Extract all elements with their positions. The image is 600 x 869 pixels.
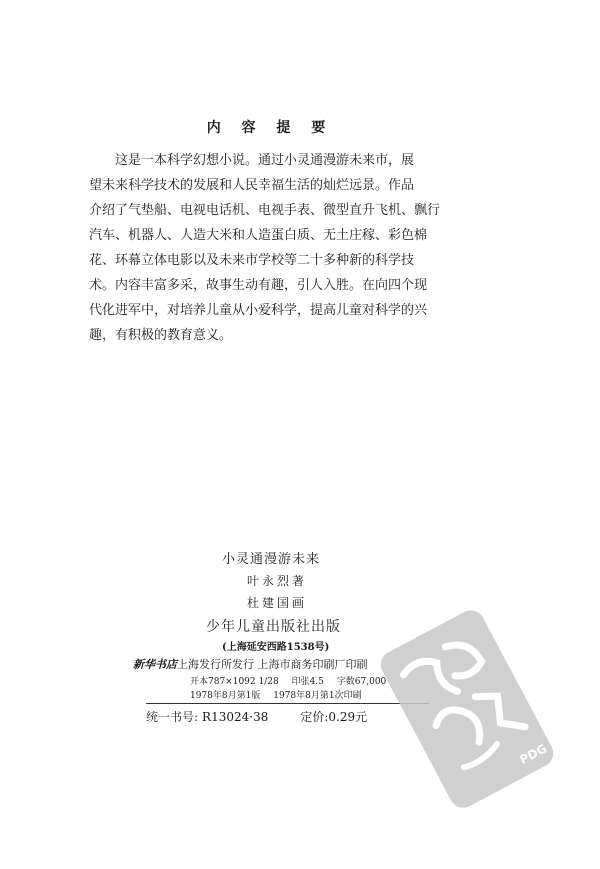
catalog-label: 统一书号: [146, 710, 199, 724]
first-edition: 1978年8月第1版 [190, 691, 261, 701]
catalog-line [146, 708, 367, 725]
summary-line: 望未来科学技术的发展和人民幸福生活的灿烂远景。作品 [89, 178, 415, 193]
summary-line: 这是一本科学幻想小说。通过小灵通漫游未来市，展 [115, 153, 415, 168]
distribution-text: 上海发行所发行 上海市商务印刷厂印刷 [177, 658, 368, 671]
first-print: 1978年8月第1次印刷 [273, 691, 362, 701]
publisher-address: (上海延安西路1538号) [222, 642, 330, 653]
spec-sheets: 印张4.5 [291, 677, 324, 687]
print-specs [190, 674, 396, 687]
spec-words: 字数67,000 [336, 677, 387, 687]
watermark-label: PDG [517, 741, 550, 768]
price-label: 定价: [300, 710, 329, 724]
distribution-line [133, 656, 368, 672]
author-credit: 叶永烈著 [247, 574, 308, 588]
catalog-number: R13024·38 [202, 710, 269, 724]
price-value: 0.29元 [328, 710, 368, 724]
summary-line: 术。内容丰富多采，故事生动有趣，引人入胜。在向四个现 [89, 278, 428, 293]
book-title: 小灵通漫游未来 [222, 552, 321, 567]
distributor-name: 新华书店 [133, 658, 177, 671]
summary-body [89, 148, 449, 348]
summary-line: 花、环幕立体电影以及未来市学校等二十多种新的科学技 [89, 253, 415, 268]
illustrator-credit: 杜建国画 [247, 596, 308, 610]
summary-line: 介绍了气垫船、电视电话机、电视手表、微型直升飞机、飘行 [89, 203, 441, 218]
publisher: 少年儿童出版社出版 [206, 619, 341, 635]
summary-title: 内 容 提 要 [206, 120, 334, 136]
edition-info [190, 688, 372, 701]
watermark-seal-icon [392, 594, 550, 824]
spec-format: 开本787×1092 1/28 [190, 677, 279, 687]
divider [146, 703, 429, 704]
summary-line: 汽车、机器人、人造大米和人造蛋白质、无土庄稼、彩色棉 [89, 228, 428, 243]
summary-line: 趣，有积极的教育意义。 [89, 328, 233, 343]
summary-line: 代化进军中，对培养儿童从小爱科学，提高儿童对科学的兴 [89, 303, 428, 318]
